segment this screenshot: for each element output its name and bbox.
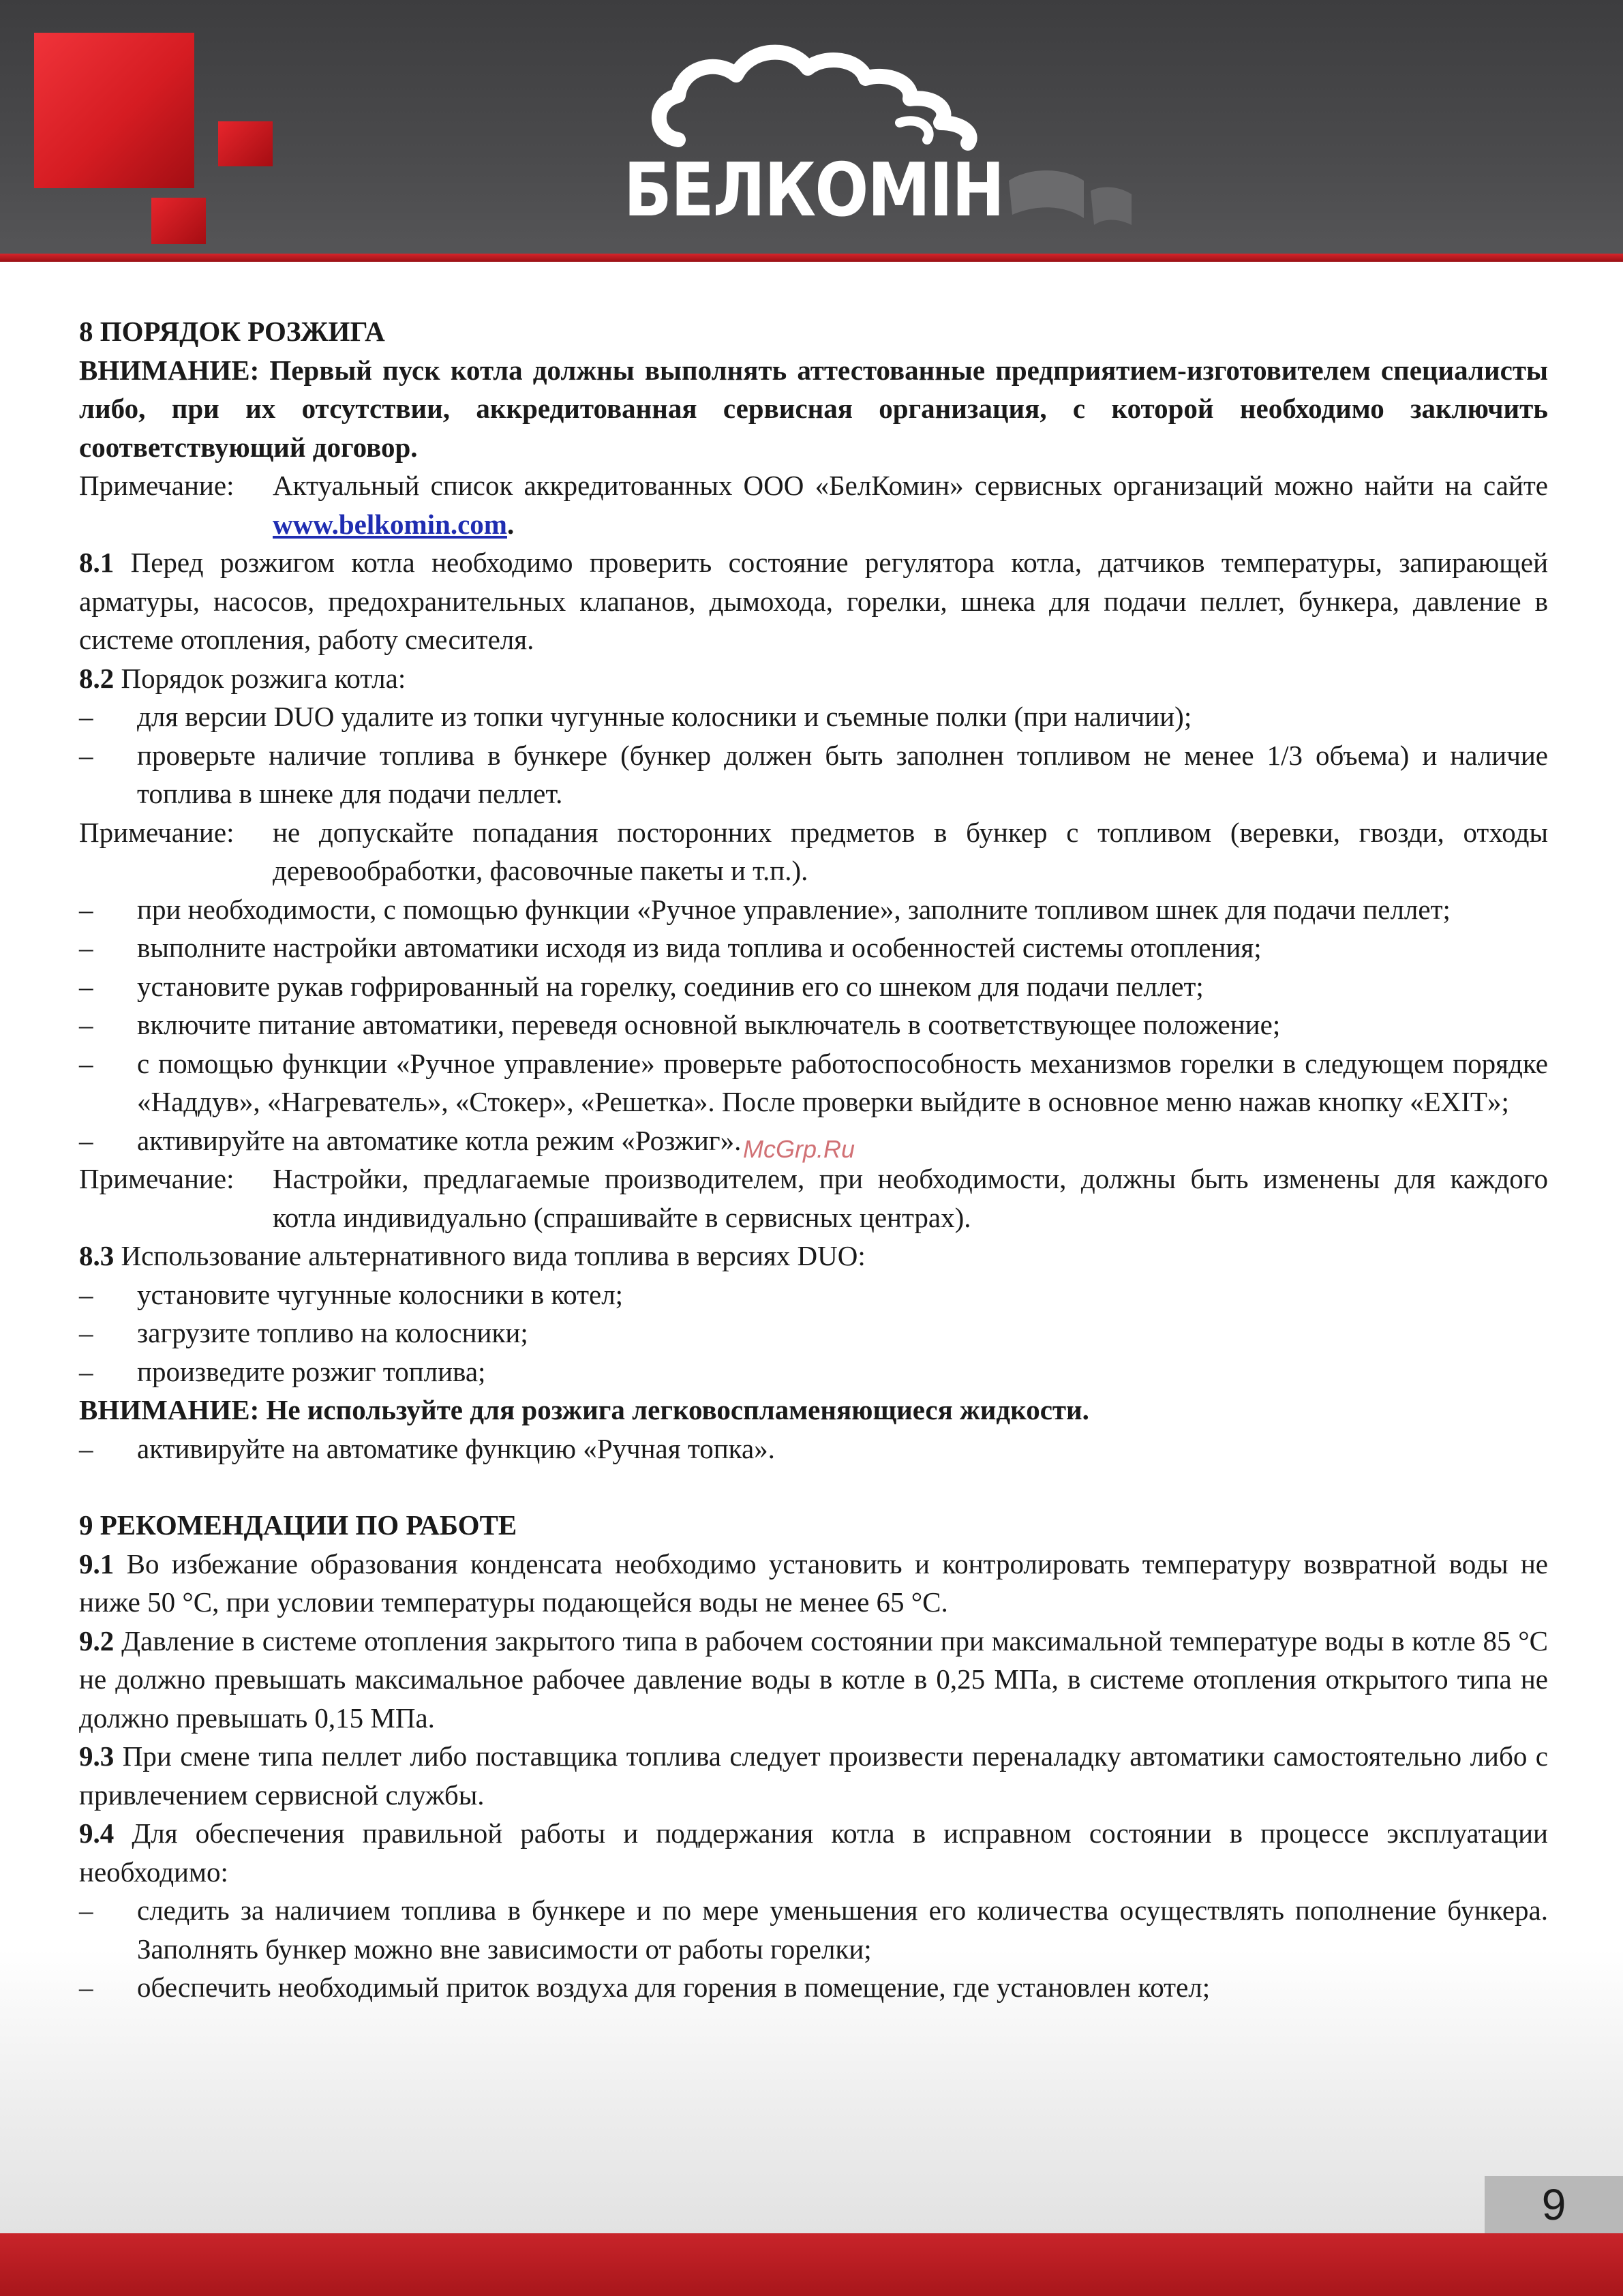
watermark: McGrp.Ru xyxy=(743,1135,855,1163)
paragraph-text: Во избежание образования конденсата необходимо установить и контролировать температуру возвратной воды не ниже 50 °С, при условии температуры подающейся воды не менее 65 °С. xyxy=(79,1547,1548,1618)
paragraph-9-1 xyxy=(79,1545,1548,1622)
paragraph-number: 8.3 xyxy=(79,1240,115,1271)
list-item: – включите питание автоматики, переведя основной выключатель в соответствующее положение; xyxy=(79,1009,1281,1040)
paragraph-text: При смене типа пеллет либо поставщика топлива следует произвести переналадку автоматики самостоятельно либо с привлечением сервисной службы. xyxy=(79,1740,1549,1811)
list-item: – проверьте наличие топлива в бункере (бункер должен быть заполнен топливом не менее 1/3 объема) и наличие топлива в шнеке для подачи пеллет. xyxy=(79,739,1548,809)
note xyxy=(79,813,1548,890)
list-item: – для версии DUO удалите из топки чугунные колосники и съемные полки (при наличии); xyxy=(79,701,1192,732)
list-item: – произведите розжиг топлива; xyxy=(79,1355,486,1387)
paragraph-text: Для обеспечения правильной работы и поддержания котла в исправном состоянии в процессе эксплуатации необходимо: xyxy=(79,1817,1549,1888)
note-text: не допускайте попадания посторонних предметов в бункер с топливом (веревки, гвозди, отходы деревообработки, фасовочные пакеты и т.п.). xyxy=(273,816,1548,886)
section-title: 9 РЕКОМЕНДАЦИИ ПО РАБОТЕ xyxy=(79,1509,517,1541)
paragraph-9-3 xyxy=(79,1737,1548,1814)
list-item: – активируйте на автоматике функцию «Ручная топка». xyxy=(79,1432,775,1464)
note xyxy=(79,1160,1548,1237)
list-item: – при необходимости, с помощью функции «Ручное управление», заполните топливом шнек для подачи пеллет; xyxy=(79,893,1451,925)
list-item: – следить за наличием топлива в бункере и по мере уменьшения его количества осуществлять пополнение бункера. Заполнять бункер можно вне зависимости от работы горелки; xyxy=(79,1894,1548,1965)
paragraph-9-2 xyxy=(79,1622,1548,1738)
list-item: – с помощью функции «Ручное управление» проверьте работоспособность механизмов горелки в следующем порядке «Наддув», «Нагреватель», «Стокер», «Решетка». После проверки выйдите в основное меню нажав кнопку «EXIT»; xyxy=(79,1047,1548,1117)
paragraph-number: 9.1 xyxy=(79,1547,115,1580)
paragraph-number: 8.1 xyxy=(79,547,115,578)
paragraph-number: 9.3 xyxy=(79,1740,115,1772)
note-label: Примечание: xyxy=(79,1163,234,1194)
warning-paragraph xyxy=(79,1391,1548,1430)
warning-text: Первый пуск котла должны выполнять аттестованные предприятием-изготовителем специалисты либо, при их отсутствии, аккредитованная сервисная организация, с которой необходимо заключить соответствующий договор. xyxy=(79,354,1549,463)
decor-square-small xyxy=(218,121,273,166)
paragraph-number: 9.4 xyxy=(79,1817,115,1849)
paragraph-text: Перед розжигом котла необходимо проверить состояние регулятора котла, датчиков температуры, запирающей арматуры, насосов, предохранительных клапанов, дымохода, горелки, шнека для подачи пеллет, бункера, давление в системе отопления, работу смесителя. xyxy=(79,547,1549,655)
decor-square-small xyxy=(151,198,206,244)
warning-text: Не используйте для розжига легковоспламеняющиеся жидкости. xyxy=(266,1394,1089,1425)
paragraph-8-2 xyxy=(79,659,1548,698)
footer-bar xyxy=(0,2233,1623,2296)
list-item: – загрузите топливо на колосники; xyxy=(79,1317,528,1348)
section-title: 8 ПОРЯДОК РОЗЖИГА xyxy=(79,316,385,347)
page-number: 9 xyxy=(1485,2176,1623,2233)
decor-square-large xyxy=(34,33,194,188)
warning-label: ВНИМАНИЕ: xyxy=(79,1394,260,1425)
note xyxy=(79,466,1548,543)
note-body-text: Актуальный список аккредитованных ООО «БелКомин» сервисных организаций можно найти на сайте xyxy=(273,470,1548,501)
list-item: – активируйте на автоматике котла режим «Розжиг». xyxy=(79,1124,742,1156)
warning-paragraph xyxy=(79,351,1548,467)
paragraph-text: Давление в системе отопления закрытого типа в рабочем состоянии при максимальной температуре воды в котле 85 °С не должно превышать максимальное рабочее давление воды в котле в 0,25 МПа, в системе отопления открытого типа не должно превышать 0,15 МПа. xyxy=(79,1625,1549,1734)
brand-name: БЕЛКОМІН xyxy=(624,148,1004,233)
note-text: Актуальный список аккредитованных ООО «БелКомин» сервисных организаций можно найти на сайте www.belkomin.com. xyxy=(273,470,1548,540)
page-header xyxy=(0,0,1623,254)
note-label: Примечание: xyxy=(79,816,234,848)
paragraph-text: Порядок розжига котла: xyxy=(121,662,406,694)
list-item: – выполните настройки автоматики исходя из вида топлива и особенностей системы отопления; xyxy=(79,932,1262,963)
list-item: – обеспечить необходимый приток воздуха для горения в помещение, где установлен котел; xyxy=(79,1972,1211,2003)
paragraph-9-4 xyxy=(79,1814,1548,1891)
paragraph-8-3 xyxy=(79,1237,1548,1275)
paragraph-number: 9.2 xyxy=(79,1625,115,1657)
list-item: – установите рукав гофрированный на горелку, соединив его со шнеком для подачи пеллет; xyxy=(79,970,1204,1002)
paragraph-number: 8.2 xyxy=(79,662,115,694)
note-text: Настройки, предлагаемые производителем, при необходимости, должны быть изменены для каждого котла индивидуально (спрашивайте в сервисных центрах). xyxy=(273,1163,1548,1233)
header-divider xyxy=(0,254,1623,262)
note-label: Примечание: xyxy=(79,470,234,501)
website-link[interactable]: www.belkomin.com xyxy=(273,508,507,540)
warning-label: ВНИМАНИЕ: xyxy=(79,354,260,386)
list-item: – установите чугунные колосники в котел; xyxy=(79,1278,624,1310)
paragraph-8-1 xyxy=(79,543,1548,659)
paragraph-text: Использование альтернативного вида топлива в версиях DUO: xyxy=(121,1240,866,1271)
